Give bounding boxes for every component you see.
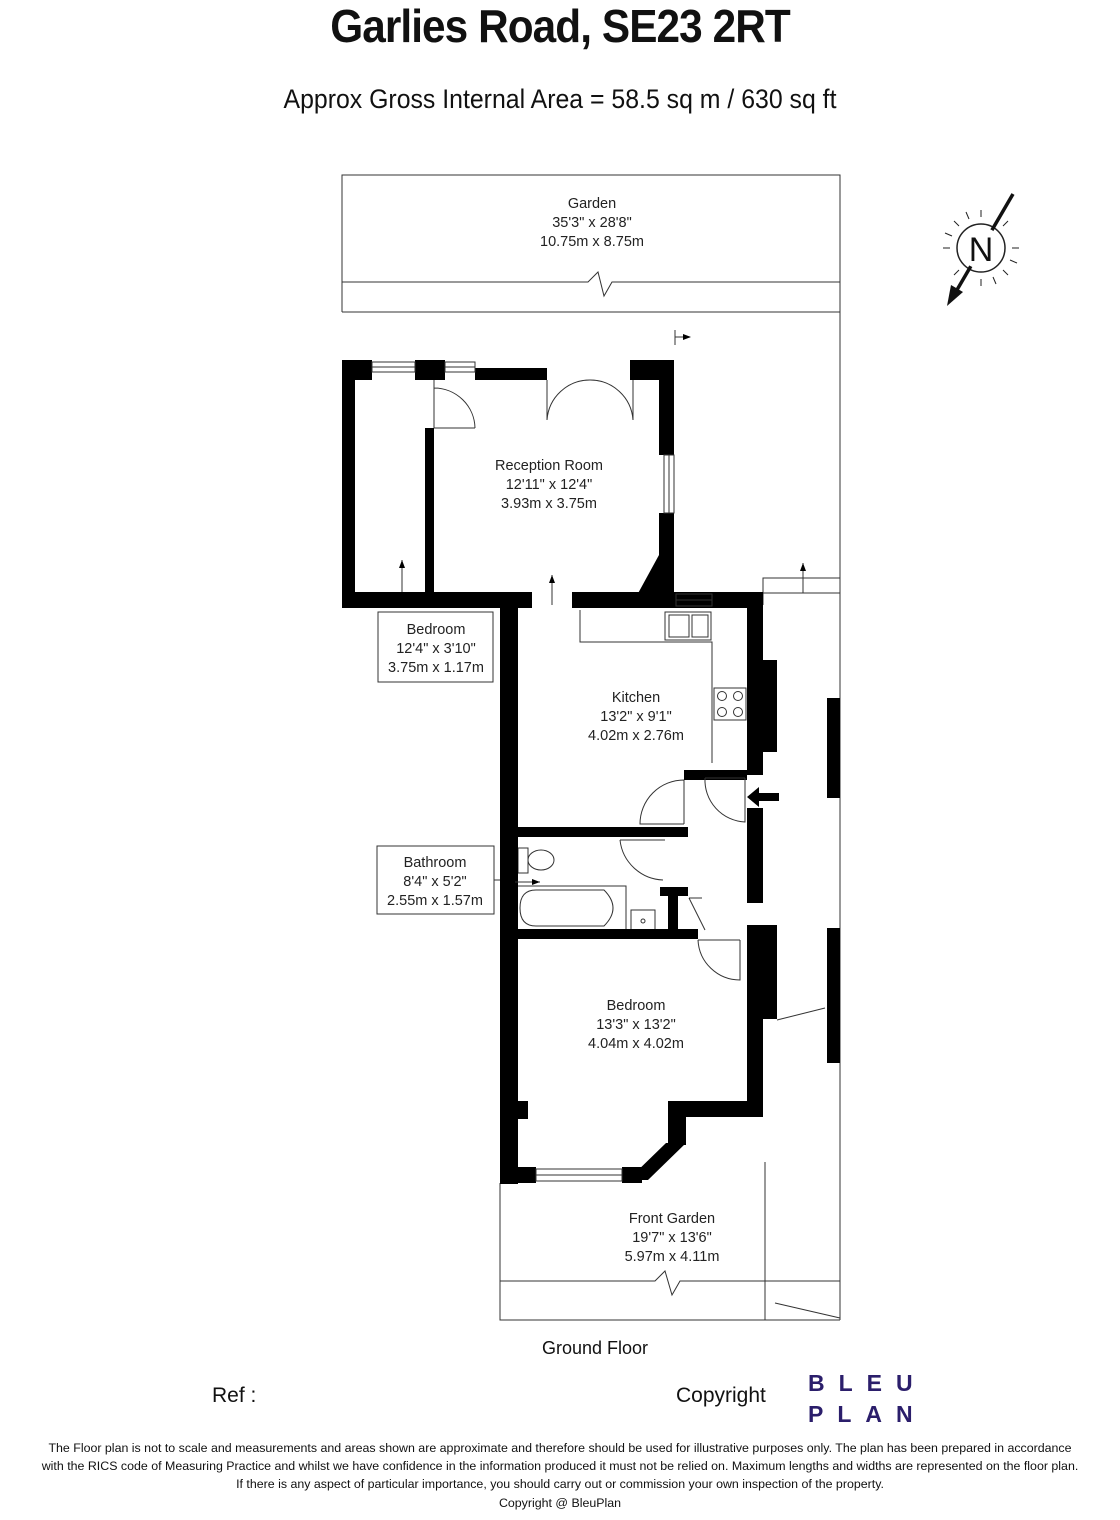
disclaimer-line: The Floor plan is not to scale and measurements and areas shown are approximate and therefore should be used for illustrative purposes only. The plan has been prepared in accordance bbox=[48, 1441, 1072, 1455]
front-garden-metric: 5.97m x 4.11m bbox=[624, 1249, 720, 1265]
garden-metric: 10.75m x 8.75m bbox=[540, 234, 644, 250]
bedroom-main-metric: 4.04m x 4.02m bbox=[588, 1036, 684, 1052]
property-title: Garlies Road, SE23 2RT bbox=[330, 0, 790, 52]
reception-room-label bbox=[495, 458, 603, 512]
bath-icon bbox=[516, 886, 626, 930]
ref-label: Ref : bbox=[212, 1384, 257, 1407]
kitchen-label bbox=[588, 690, 684, 744]
front-garden-imperial: 19'7" x 13'6" bbox=[632, 1230, 712, 1246]
copyright-label: Copyright bbox=[676, 1384, 766, 1407]
disclaimer-line: with the RICS code of Measuring Practice and whilst we have confidence in the information produced it must not be relied on. Maximum lengths and widths are represented on the floor plan. bbox=[41, 1459, 1079, 1474]
front-garden-name: Front Garden bbox=[628, 1211, 716, 1227]
front-garden-label bbox=[625, 1211, 720, 1265]
floor-label: Ground Floor bbox=[541, 1338, 649, 1358]
bleuplan-logo bbox=[808, 1368, 938, 1430]
hob-icon bbox=[714, 688, 746, 720]
bathroom-name: Bathroom bbox=[403, 855, 467, 871]
toilet-icon bbox=[518, 848, 554, 873]
reception-room-metric: 3.93m x 3.75m bbox=[501, 496, 597, 512]
bedroom-main-label bbox=[588, 998, 684, 1052]
entrance-arrow-icon bbox=[747, 787, 779, 807]
disclaimer-line: If there is any aspect of particular importance, you should carry out or commission your own inspection of the property. bbox=[236, 1477, 884, 1492]
bedroom-main-imperial: 13'3" x 13'2" bbox=[596, 1017, 676, 1033]
bathroom-imperial: 8'4" x 5'2" bbox=[403, 874, 467, 890]
reception-room-name: Reception Room bbox=[495, 458, 603, 474]
bathroom-metric: 2.55m x 1.57m bbox=[387, 893, 483, 909]
north-compass-icon bbox=[943, 194, 1019, 306]
disclaimer bbox=[0, 1439, 1120, 1512]
bedroom-small-name: Bedroom bbox=[406, 622, 466, 638]
logo-line-1: BLEU bbox=[808, 1370, 927, 1396]
gross-internal-area: Approx Gross Internal Area = 58.5 sq m / 630 sq ft bbox=[283, 84, 837, 114]
bedroom-small-imperial: 12'4" x 3'10" bbox=[396, 641, 476, 657]
kitchen-metric: 4.02m x 2.76m bbox=[588, 728, 684, 744]
disclaimer-line: Copyright @ BleuPlan bbox=[498, 1495, 622, 1510]
sink-icon bbox=[631, 910, 655, 930]
bedroom-main-name: Bedroom bbox=[606, 998, 666, 1014]
logo-line-2: PLAN bbox=[808, 1401, 927, 1427]
kitchen-imperial: 13'2" x 9'1" bbox=[600, 709, 672, 725]
garden-name: Garden bbox=[567, 196, 617, 212]
garden-label bbox=[540, 196, 644, 250]
garden-imperial: 35'3" x 28'8" bbox=[552, 215, 632, 231]
reception-room-imperial: 12'11" x 12'4" bbox=[505, 477, 593, 493]
kitchen-name: Kitchen bbox=[611, 690, 661, 706]
bedroom-small-metric: 3.75m x 1.17m bbox=[388, 660, 484, 676]
compass-north-label: N bbox=[968, 231, 994, 269]
